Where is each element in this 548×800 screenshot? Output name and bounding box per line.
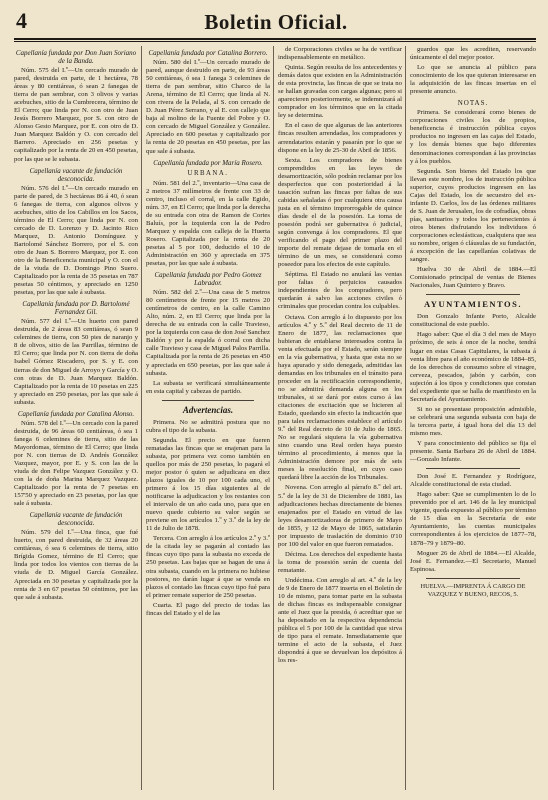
paragraph: Núm. 581 del 2.º, inventario—Una casa de 2 metros 37 milímetros de frente con 33 de centro, incluso el corral, en la calle Egido, núm. 37, en El Cerro; que linda por la derecha de su entrada con otra de Ramon de Cortes Baluís, por la izquierda con la de Pedro Marquez y espalda con calleja de la Huerta Rosero. Capitalizada por la renta de 20 pesetas al 5 por 100, deducido el 10 de Administración en 360 y apreciada en 375 pesetas, por las que sale á subasta.	[146, 179, 270, 268]
section-title: Capellanía vacante de fundación desconocida.	[29, 166, 123, 183]
column-divider	[405, 46, 406, 790]
paragraph: Y para conocimiento del público se fija el presente. Santa Barbara 26 de Abril de 1884.—Gonzalo Infante.	[410, 440, 536, 464]
paragraph: Primera. Se considerará como bienes de corporaciones civiles los de propios, beneficencia é instrucción pública cuyos productos no ingresen en las cajas del Estado, y los demás bienes que bajo diferentes denominaciones correspondan á las provincias y á los pueblos.	[410, 109, 536, 165]
separator	[162, 400, 254, 401]
notas-heading: NOTAS.	[457, 99, 489, 108]
paragraph: Cuarta. El pago del precio de todas las fincas del Estado y el de las	[146, 601, 270, 617]
separator	[426, 468, 520, 469]
paragraph: En el caso de que algunas de las anteriores fincas resulten arrendadas, los compradores y arrendatarios estarán y pasarán por lo que se dispone en la ley de 25-30 de Abril de 1856.	[278, 122, 402, 154]
paragraph: Núm. 576 del I.º—Un cercado murado en parte de pared, de 3 hectáreas 86 á 40, ó sean 6 fanegas de tierra, con algunos olivos y acebuches, sitio de los Cabillos en los Sacos, término de El Cerro; que linda por N. con cercado de D. Lorenzo y D. Jacinto Rico Marquez, D. Antonio Domínguez y Bartolomé Sánchez Borrero, por el S. con otro de Juan S. Borrero Marquez, por E. con otro de la Beneficencia municipal y O. con el de la viuda de D. Domingo Pino Suero. Capitalizado por la renta de 35 pesetas en 787 pesetas 50 céntimos, y apreciado en 1250 pesetas, por las que sale á subasta.	[14, 184, 138, 297]
column-divider	[273, 46, 274, 790]
paragraph: Núm. 579 del I.º—Una finca, que fué huerto, con pared destruida, de 32 áreas 20 centiáreas, ó sea 6 celemines de tierra, sitio Brígida Gomez, término de El Cerro; que linda por todos los vientos con tierras de la viuda de D. Miguel García González. Apreciada en 30 pesetas y capitalizada por la renta de 3 en 67 pesetas 50 céntimos, por las que sale á subasta.	[14, 529, 138, 601]
paragraph: Segunda. El precio en que fueren rematadas las fincas que se enajenan para la subasta, por primera vez como también en quellos por más de 250 pesetas, lo pagará el mejor postor ó quien se adjudicara en diez plazos iguales de 10 por 100 cada uno, el primero á los 15 días siguientes al de notificarse la adjudicacion y los restantes con el intervalo de un año cada uno, para que en nuevo quede cubierto su valor según se previene en los artículos 1.º y 3.º de la ley de 11 de Julio de 1878.	[146, 436, 270, 533]
paragraph: Undécima. Con arreglo al art. 4.º de la ley de 9 de Enero de 1877 inserta en el Boletín de 10 de mismo, para tomar parte en la subasta de dichas fincas es indispensable consignar ante el Juez que la presida, ó acreditar que se ha depositado en la respectiva dependencia pública el 5 por 100 de la cantidad que sirva de tipo para el remate. Inmediatamente que termine el acto de la subasta, el Juez dispondrá á que se devuelvan los depósitos á los res-	[278, 577, 402, 665]
section-title: Capellanía fundada por Pedro Gomez Labrador.	[154, 271, 262, 288]
printer-imprint: HUELVA.—IMPRENTA Á CARGO DE VAZQUEZ Y BUENO, RECOS, 5.	[420, 582, 526, 598]
paragraph: Don Gonzalo Infante Porto, Alcalde constitucional de este pueblo.	[410, 313, 536, 329]
paragraph: Sexta. Los compradores de bienes comprendidos en las leyes de desamortización, sólo podrán reclamar por los desperfectos que con posterioridad á la tasación sufran las fincas por faltas de sus cabidas señaladas ó por cualquiera otra causa justa en el término improrrogable de quince días desde el de la posesión. La toma de posesión podrá ser gubernativa ó judicial, según convenga á los compradores. El que verificando el pago del primer plazo del importe del remate dejase de tomarla en el término de un mes, se considerará como poseedor para los efectos de este capítulo.	[278, 156, 402, 269]
header-rule-thin	[14, 41, 536, 42]
paragraph: guardos que les acrediten, reservando únicamente el del mejor postor.	[410, 46, 536, 62]
masthead-title: Boletin Oficial.	[204, 10, 348, 34]
paragraph: Novena. Con arreglo al párrafo 8.º del art. 5.º de la ley de 31 de Diciembre de 1881, las adjudicaciones hechas directamente de bienes enajenados por el Estado en virtud de las leyes desamortizadoras de primero de Mayo de 1855, y 12 de Mayo de 1865, satisfarán por impuesto de traslación de dominio 0'10 por 100 del valor en que fueron rematados.	[278, 484, 402, 548]
paragraph: Núm. 580 del I.º—Un cercado murado de pared, aunque destruido en parte, de 93 áreas 50 centiáreas, ó sea 1 fanega 3 celemines de tierra de pan sembrar, sitio Charco de la Arena, término de El Cerro; que linda al N. con rivera de la Pelada, al S. con cercado de D. Juan Pérez Serrano, y al E. con callejo que baja al molino de la Fuente del Pobre y O. con cercado de Miguel González y González. Apreciado en 600 pesetas y capitalizado por la renta de 20 pesetas en 450 pesetas, por las que sale á subasta.	[146, 59, 270, 155]
page-number: 4	[16, 8, 27, 33]
paragraph: Octava. Con arreglo á lo dispuesto por los artículos 4.º y 5.º del Real decreto de 11 de Enero de 1877, las reclamaciones que hubieran de entablarse interesados contra la venta efectuada por el Estado, serán siempre en la vía gubernativa, y hasta que esta no se haya apurado y sido denegada, admitidas las demandas en los tribunales en el tránsito para proceder en la rectificación correspondiente, no se admitirá demanda alguna en los tribunales, si se dará por estos curso á las citaciones de excitación que se hicieren al Estado, quedando sin efecto la indicación que para tales reclamaciones establece el artículo 9.º del Real decreto de 10 de Julio de 1865. No se regulará siquiera la vía gubernativa sino cuando una Real orden haya puesto término al procedimiento, á menos que la Administración demore por más de seis meses la resolución final, en cuyo caso quedará libre la acción de los Tribunales.	[278, 313, 402, 482]
paragraph: Segunda. Son bienes del Estado los que llevan este nombre, los de instrucción pública superior, cuyos productos ingresen en las Cajas del Estado, los de secuestro del ex-infante D. Carlos, los de las órdenes militares de S. Juan de Jerusalen, los de cofradías, obras pías, santuarios y todos los pertenecientes á otros bienes disfrutando los individuos ó corporaciones eclesiásticas, cualquiera que sea su nombre, origen ó cláusulas de su fundación, á excepción de las capellanías colativas de sangre.	[410, 167, 536, 264]
paragraph: La subasta se verificará simultáneamente en esta capital y cabezas de partido.	[146, 379, 270, 395]
paragraph: Quinta. Según resulta de los antecedentes y demás datos que existen en la Administración de esta provincia, las fincas de que se trata no se hallan gravadas con cargas algunas; pero si aparecieren posteriormente, se indemnizará al comprador en los términos que en la citada ley se determina.	[278, 64, 402, 120]
paragraph: Núm. 582 del 2.º—Una casa de 5 metros 80 centímetros de frente por 15 metros 20 centímetros de centro, en la calle Camino Alto, núm. 2, en El Cerro; que linda por la derecha de su entrada con la calle Travieso, por la izquierda con casa de don José Sanchez Baldón y por la espalda ó corral con dicha calle Travieso y casa de Miguel Palos Parrilla. Capitalizada por la renta de 26 pesetas en 450 y apreciada en 650 pesetas, por las que sale á subasta.	[146, 289, 270, 377]
ayuntamientos-heading: AYUNTAMIENTOS.	[423, 299, 523, 310]
page-header	[16, 8, 536, 38]
section-subtitle: URBANA.	[187, 169, 229, 177]
paragraph: Lo que se anuncia al público para conocimiento de los que quieran interesarse en la adquisición de las fincas insertas en el presente anuncio.	[410, 64, 536, 96]
paragraph: Primera. No se admitirá postura que no cubra el tipo de la subasta.	[146, 418, 270, 434]
advertencias-heading: Advertencias.	[182, 404, 234, 415]
header-rule	[14, 38, 536, 40]
column-1	[14, 46, 138, 794]
paragraph: Huelva 30 de Abril de 1884.—El Comisionado principal de ventas de Bienes Nacionales, Juan Quintero y Bravo.	[410, 266, 536, 290]
paragraph: Hago saber: Que se cumplimenten lo de lo prevenido por el art. 146 de la ley municipal vigente, queda expuesto al público por término de 15 días en la Secretaría de este Ayuntamiento, las cuentas municipales correspondientes á los ejercicios de 1877–78, 1878–79 y 1879–80.	[410, 491, 536, 547]
section-title: Capellanía fundada por D. Bartolomé Fernandez Gil.	[22, 300, 130, 317]
paragraph: Núm. 577 del I.º—Un huerto con pared destruida, de 2 áreas 83 centiáreas, ó sean 9 celemines de tierra, con 50 pies de naranjo y 8 de olivos, sitio de las Parrillas, término de El Cerro; que linda por N. con tierra de doña Isabel Gómez Riscadero, por S. y E. con tierras de don Miguel de Arroyo y García y O. con otras de D. Juan Marquez Baldón. Capitalizado por la renta de 10 pesetas en 225 y apreciado en 250 pesetas, por las que sale á subasta.	[14, 318, 138, 406]
column-3	[278, 46, 402, 794]
separator	[426, 294, 520, 295]
paragraph: Hago saber: Que el día 3 del mes de Mayo próximo, de seis á once de la noche, tendrá lugar en estas Casas Capitulares, la subasta á venta libre para el año económico de 1884–85, de los derechos de consumo sobre el vinagre, cerveza, pescados, jabón y carbón, con sujeción á los tipos y condiciones que constan del expediente que se halla de manifiesto en la Secretaría del Ayuntamiento.	[410, 331, 536, 403]
paragraph: Si no se presentase proposición admisible, se celebrará una segunda subasta con baja de la tercera parte, á igual hora del día 13 del mismo mes.	[410, 405, 536, 437]
paragraph: Don José E. Fernandez y Rodríguez, Alcalde constitucional de esta ciudad.	[410, 473, 536, 489]
paragraph: de Corporaciones civiles se ha de verificar indispensablemente en metálico.	[278, 46, 402, 62]
paragraph: Núm. 575 del I.º—Un cercado murado de pared, destruida en parte, de 1 hectárea, 78 áreas y 80 centiáreas, ó sean 2 fanegas de tierra de pan sembrar, con 3 olivos y varias acebuches, sitio de la Cumbrecera, término de El Cerro; que linda por N. con otro de Juan Jesús Borrero Marquez, por S. con otro de Alonso Gesto Marquez, por E. con otro de D. Juan Marquez Baldón y O. con cercado del Barrero. Apreciado en 256 pesetas y capitalizado por la renta de 20 en 450 pesetas, por las que se le subasta.	[14, 67, 138, 163]
paragraph: Moguer 26 de Abril de 1884.—El Alcalde, José E. Fernandez.—El Secretario, Manuel Espinosa.	[410, 549, 536, 573]
section-title: Capellanía vacante de fundación desconocida.	[29, 511, 123, 528]
paragraph: Tercera. Con arreglo á los artículos 2.º y 3.º de la citada ley se pagarán al contado las fincas cuyo tipo para la subasta no exceda de 250 pesetas. Las bajas que se hagan de una á otra subasta, cuando en la primera no hubiese postores, no darán lugar á que se venda en plazos el contado las fincas cuyo tipo fué para el primer remate superior de 250 pesetas.	[146, 535, 270, 599]
paragraph: Séptima. El Estado no anulará las ventas por faltas ó perjuicios causados independientes de los compradores, pero quedarán á salvo las acciones civiles ó criminales que procedan contra los culpables.	[278, 271, 402, 311]
column-divider	[141, 46, 142, 790]
paragraph: Décima. Los derechos del expediente hasta la toma de posesión serán de cuenta del rematante.	[278, 550, 402, 574]
section-title: Capellanía fundada por María Rosero.	[153, 158, 263, 167]
section-title: Capellanía fundada por Don Juan Soriano de la Banda.	[15, 49, 137, 65]
paragraph: Núm. 578 del I.º—Un cercado con la pared destruida, de 96 áreas 60 centiáreas, ó sea 1 fanega 6 celemines de tierra, sitio de las Mayordomas, término de El Cerro; que linda por N. con tierras de D. Andrés González Vazquez, mayor, por E. y S. con las de la viuda de don Felipe Vazquez González y O. con la de doña Marina Marquez Vazquez. Capitalizado por la renta de 7 pesetas en 157'50 y apreciado en 23 pesetas, por las que sale á subasta.	[14, 419, 138, 508]
section-title: Capellanía fundada por Catalina Borrero.	[148, 49, 268, 57]
column-2	[146, 46, 270, 794]
column-4	[410, 46, 536, 794]
separator	[426, 578, 520, 579]
section-title: Capellanía fundada por Catalina Alonso.	[17, 409, 135, 418]
